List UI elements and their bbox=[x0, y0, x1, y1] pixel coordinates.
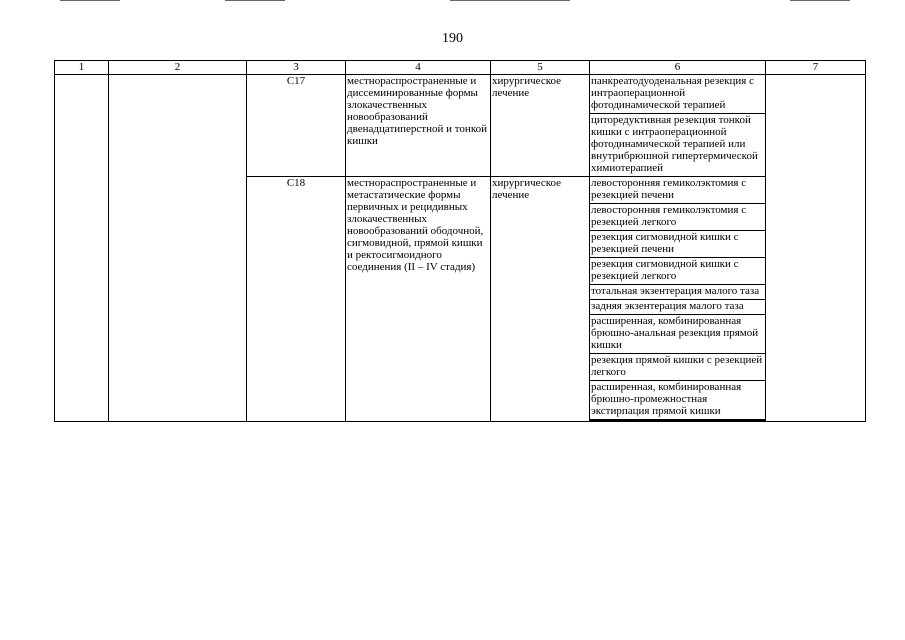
treatment-method: расширенная, комбинированная брюшно-промежностная экстирпация прямой кишки bbox=[590, 381, 766, 420]
treatment-method: резекция сигмовидной кишки с резекцией легкого bbox=[590, 258, 766, 285]
top-rule bbox=[450, 0, 570, 1]
treatment-method: панкреатодуоденальная резекция с интраоперационной фотодинамической терапией bbox=[590, 75, 766, 114]
top-rule bbox=[225, 0, 285, 1]
condition-description: местнораспространенные и диссеминированные формы злокачественных новообразований двенадцатиперстной и тонкой кишки bbox=[346, 75, 491, 177]
empty-cell bbox=[590, 421, 766, 422]
medical-procedures-table bbox=[54, 60, 866, 422]
treatment-type: хирургическое лечение bbox=[491, 75, 590, 177]
column-header: 4 bbox=[346, 61, 491, 75]
treatment-method: расширенная, комбинированная брюшно-анальная резекция прямой кишки bbox=[590, 315, 766, 354]
diagnosis-code: C17 bbox=[247, 75, 346, 177]
col2-cell bbox=[109, 75, 247, 422]
column-header: 2 bbox=[109, 61, 247, 75]
column-header: 6 bbox=[590, 61, 766, 75]
treatment-method: левосторонняя гемиколэктомия с резекцией печени bbox=[590, 177, 766, 204]
treatment-method: задняя экзентерация малого таза bbox=[590, 300, 766, 315]
diagnosis-code: C18 bbox=[247, 177, 346, 422]
table-row bbox=[55, 75, 866, 114]
col1-cell bbox=[55, 75, 109, 422]
treatment-method: резекция прямой кишки с резекцией легкого bbox=[590, 354, 766, 381]
treatment-method: циторедуктивная резекция тонкой кишки с интраоперационной фотодинамической терапией или внутрибрюшной гипертермической химиотерапией bbox=[590, 114, 766, 177]
top-rule bbox=[60, 0, 120, 1]
column-number-row bbox=[55, 61, 866, 75]
page-number: 190 bbox=[442, 31, 463, 46]
top-rule bbox=[790, 0, 850, 1]
treatment-method: левосторонняя гемиколэктомия с резекцией легкого bbox=[590, 204, 766, 231]
col7-cell bbox=[766, 75, 866, 422]
treatment-method: резекция сигмовидной кишки с резекцией печени bbox=[590, 231, 766, 258]
column-header: 5 bbox=[491, 61, 590, 75]
column-header: 7 bbox=[766, 61, 866, 75]
column-header: 3 bbox=[247, 61, 346, 75]
treatment-method: тотальная экзентерация малого таза bbox=[590, 285, 766, 300]
condition-description: местнораспространенные и метастатические формы первичных и рецидивных злокачественных новообразований ободочной, сигмовидной, прямой кишки и ректосигмоидного соединения (II – IV стадия) bbox=[346, 177, 491, 422]
column-header: 1 bbox=[55, 61, 109, 75]
treatment-type: хирургическое лечение bbox=[491, 177, 590, 422]
